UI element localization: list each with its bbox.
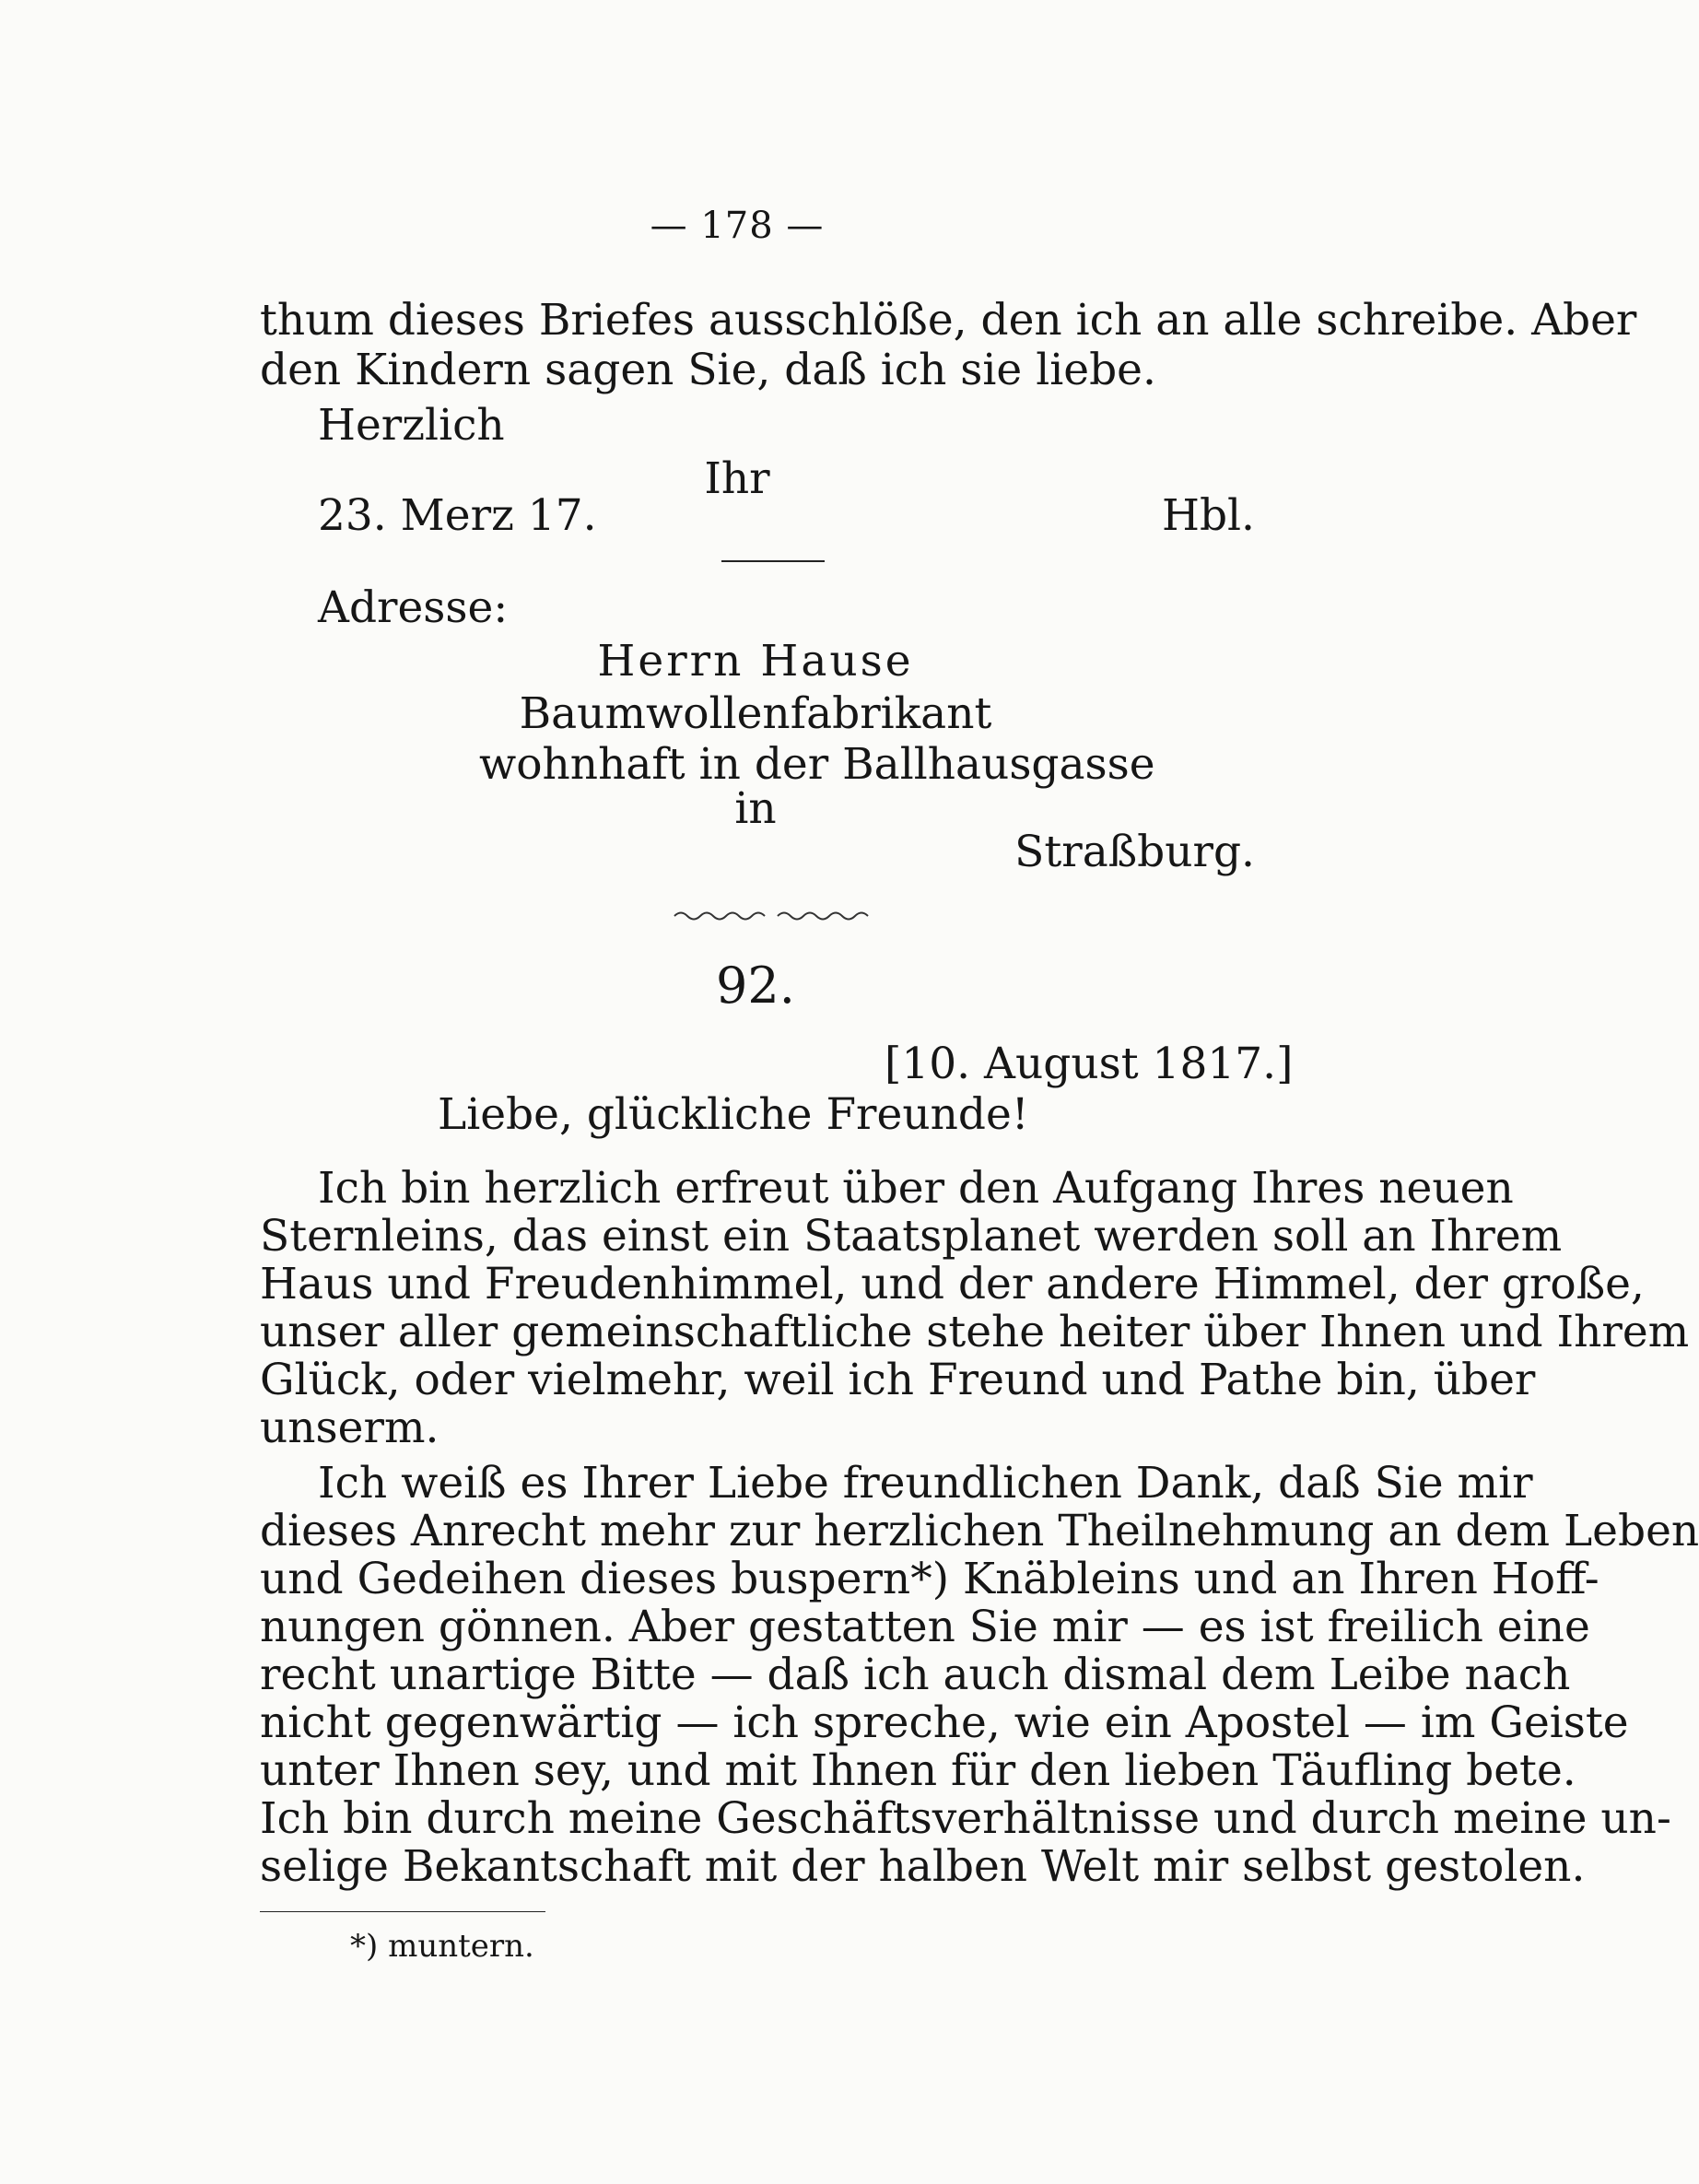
text-line: nungen gönnen. Aber gestatten Sie mir — es ist freilich eine <box>260 1602 1590 1652</box>
text-line: dieses Anrecht mehr zur herzlichen Theilnehmung an dem Leben <box>260 1506 1699 1556</box>
salutation: Liebe, glückliche Freunde! <box>438 1089 1029 1140</box>
address-label: Adresse: <box>318 582 509 633</box>
text-line: selige Bekantschaft mit der halben Welt mir selbst gestolen. <box>260 1841 1586 1892</box>
letter-date-bracketed: [10. August 1817.] <box>885 1039 1294 1089</box>
page-number: — 178 — <box>650 205 825 247</box>
text-line: den Kindern sagen Sie, daß ich sie liebe. <box>260 345 1156 395</box>
text-line: Ich bin durch meine Geschäftsverhältnisse und durch meine un- <box>260 1793 1671 1844</box>
separator-rule <box>721 560 825 562</box>
address-street: wohnhaft in der Ballhausgasse <box>479 739 1155 790</box>
address-name: Herrn Hause <box>597 636 914 687</box>
text-line: nicht gegenwärtig — ich spreche, wie ein Apostel — im Geiste <box>260 1697 1629 1748</box>
wavy-line-left <box>674 913 765 920</box>
text-line: thum dieses Briefes ausschlöße, den ich an alle schreibe. Aber <box>260 295 1637 346</box>
text-line: unter Ihnen sey, und mit Ihnen für den lieben Täufling bete. <box>260 1745 1576 1796</box>
signature: Hbl. <box>1161 490 1255 541</box>
text-line: Ich bin herzlich erfreut über den Aufgang Ihres neuen <box>318 1163 1514 1214</box>
address-in: in <box>734 783 777 834</box>
text-line: Haus und Freudenhimmel, und der andere Himmel, der große, <box>260 1259 1645 1309</box>
address-city: Straßburg. <box>1014 827 1255 877</box>
text-line: recht unartige Bitte — daß ich auch dismal dem Leibe nach <box>260 1650 1571 1700</box>
text-line: unserm. <box>260 1403 439 1453</box>
closing: Herzlich <box>318 400 505 451</box>
address-occupation: Baumwollenfabrikant <box>519 688 992 739</box>
letter-number: 92. <box>716 957 795 1015</box>
footnote-rule <box>260 1911 545 1912</box>
footnote: *) muntern. <box>350 1928 534 1965</box>
yours: Ihr <box>704 453 770 504</box>
text-line: unser aller gemeinschaftliche stehe heiter über Ihnen und Ihrem <box>260 1307 1690 1357</box>
text-line: Sternleins, das einst ein Staatsplanet werden soll an Ihrem <box>260 1211 1563 1262</box>
text-line: und Gedeihen dieses buspern*) Knäbleins und an Ihren Hoff- <box>260 1554 1599 1604</box>
letter-date: 23. Merz 17. <box>318 490 597 541</box>
wavy-line-right <box>778 913 868 920</box>
text-line: Ich weiß es Ihrer Liebe freundlichen Dank, daß Sie mir <box>318 1458 1533 1509</box>
wavy-ornament <box>673 908 875 924</box>
text-line: Glück, oder vielmehr, weil ich Freund und Pathe bin, über <box>260 1355 1536 1405</box>
